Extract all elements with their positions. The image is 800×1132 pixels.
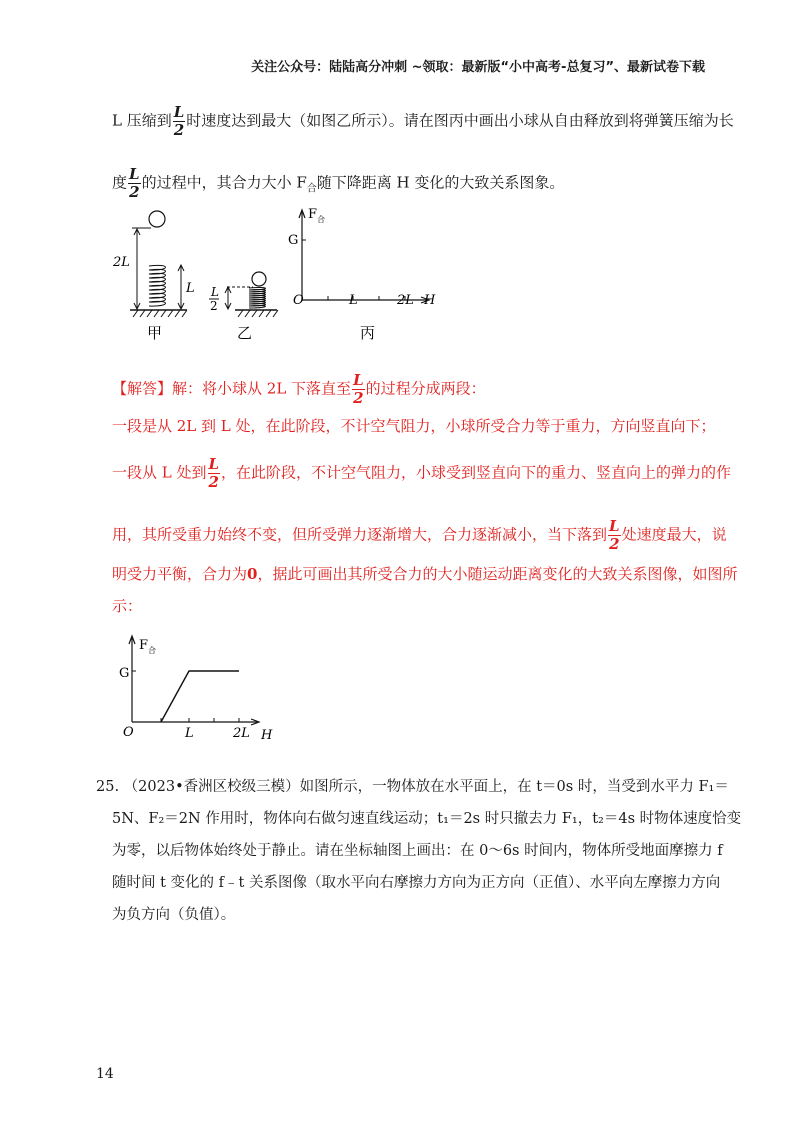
fraction-num: L: [609, 517, 620, 535]
figure-bing-axes: [288, 207, 436, 342]
figures-jia-yi-bing: [105, 200, 445, 350]
fraction-num: L: [353, 371, 364, 389]
text: 处速度最大，说: [621, 525, 727, 544]
spring-icon: [149, 265, 166, 306]
fraction-l-over-2: [208, 456, 221, 491]
intro-line-2: [112, 166, 564, 201]
tick-label-2l: 2L: [233, 726, 250, 741]
label-2: 2: [210, 299, 218, 313]
answer-line-2: 一段是从 2L 到 L 处，在此阶段，不计空气阻力，小球所受合力等于重力，方向竖直向下；: [112, 417, 716, 435]
ground-hatching: [133, 310, 187, 317]
fraction-den: 2: [353, 389, 364, 407]
compressed-spring-icon: [249, 287, 266, 308]
text: 的过程分成两段：: [365, 379, 486, 398]
caption-jia: 甲: [147, 324, 163, 342]
text: 一段从 L 处到: [112, 463, 207, 482]
fraction-den: 2: [129, 183, 140, 201]
answer-line-4: [112, 518, 727, 553]
fraction-num: L: [208, 455, 220, 473]
page-header: 关注公众号：陆陆高分冲刺 ~领取：最新版“小中高考-总复习”、最新试卷下载: [251, 60, 705, 75]
answer-line-3: [112, 456, 731, 491]
caption-yi: 乙: [237, 324, 253, 342]
ball-icon: [252, 272, 266, 286]
force-curve: [161, 671, 239, 722]
figure-jia: [112, 211, 195, 342]
y-label: F: [308, 207, 318, 222]
text: 随下降距离 H 变化的大致关系图象。: [316, 173, 565, 192]
answer-line-6: 示：: [112, 597, 143, 615]
text: ，在此阶段，不计空气阻力，小球受到竖直向下的重力、竖直向上的弹力的作: [221, 463, 732, 482]
g-label: G: [119, 666, 130, 681]
text: ，据此可画出其所受合力的大小随运动距离变化的大致关系图像，如图所: [257, 565, 738, 583]
fraction-den: 2: [173, 121, 185, 139]
answer-tag: 【解答】: [112, 379, 173, 398]
fraction-l-over-2: [128, 166, 141, 201]
text: 用，其所受重力始终不变，但所受弹力逐渐增大，合力逐渐减小，当下落到: [112, 525, 608, 544]
origin-label: O: [293, 293, 304, 308]
tick-label-2l: 2L: [397, 293, 414, 308]
question-25-line-1: [96, 777, 729, 797]
fraction-den: 2: [609, 535, 620, 553]
x-label: H: [424, 293, 436, 308]
question-25-line-2: 5N、F₂＝2N 作用时，物体向右做匀速直线运动；t₁＝2s 时只撤去力 F₁，t₂＝4s 时物体速度恰变: [112, 811, 742, 827]
question-number: 25.: [96, 779, 120, 795]
fraction-den: 2: [208, 473, 219, 491]
y-label-sub: 合: [148, 646, 156, 655]
text: 解：将小球从 2L 下落直至: [172, 379, 352, 398]
label-2l: 2L: [113, 255, 130, 270]
ball-icon: [149, 211, 165, 227]
text: 时速度达到最大（如图乙所示）。请在图丙中画出小球从自由释放到将弹簧压缩为长: [186, 111, 734, 130]
label-l: L: [211, 285, 219, 299]
question-25-line-3: 为零，以后物体始终处于静止。请在坐标轴图上画出：在 0～6s 时间内，物体所受地面摩擦力 f: [112, 843, 723, 859]
tick-label-l: L: [185, 726, 194, 741]
text-zero: 0: [247, 565, 258, 583]
ground-hatching: [238, 310, 278, 317]
y-label: F: [139, 638, 149, 653]
text: 度: [112, 173, 128, 192]
y-label-sub: 合: [317, 215, 325, 224]
label-l: L: [186, 281, 195, 296]
answer-line-1: [112, 372, 486, 407]
page-number: 14: [96, 1066, 114, 1082]
intro-line-1: [112, 104, 734, 139]
fraction-l-over-2: [173, 104, 186, 139]
subscript: 合: [306, 183, 317, 195]
tick-label-l: L: [349, 293, 358, 308]
origin-label: O: [123, 725, 134, 740]
fraction-num: L: [173, 103, 185, 121]
text: L 压缩到: [112, 111, 172, 130]
answer-graph: [115, 630, 285, 745]
answer-line-5: [112, 564, 737, 584]
text: 的过程中，其合力大小 F: [141, 173, 307, 192]
caption-bing: 丙: [360, 324, 376, 342]
fraction-l-over-2: [352, 372, 365, 407]
figure-yi: [209, 272, 278, 342]
g-label: G: [288, 233, 299, 248]
x-label: H: [261, 728, 273, 743]
text: 明受力平衡，合力为: [112, 565, 248, 583]
text: （2023•香洲区校级三模）如图所示，一物体放在水平面上，在 t＝0s 时，当受到水平力 F₁＝: [123, 779, 729, 795]
fraction-l-over-2: [608, 518, 621, 553]
question-25-line-5: 为负方向（负值）。: [112, 907, 236, 923]
question-25-line-4: 随时间 t 变化的 f﹣t 关系图像（取水平向右摩擦力方向为正方向（正值）、水平向左摩擦力方向: [112, 875, 721, 891]
fraction-num: L: [129, 165, 140, 183]
